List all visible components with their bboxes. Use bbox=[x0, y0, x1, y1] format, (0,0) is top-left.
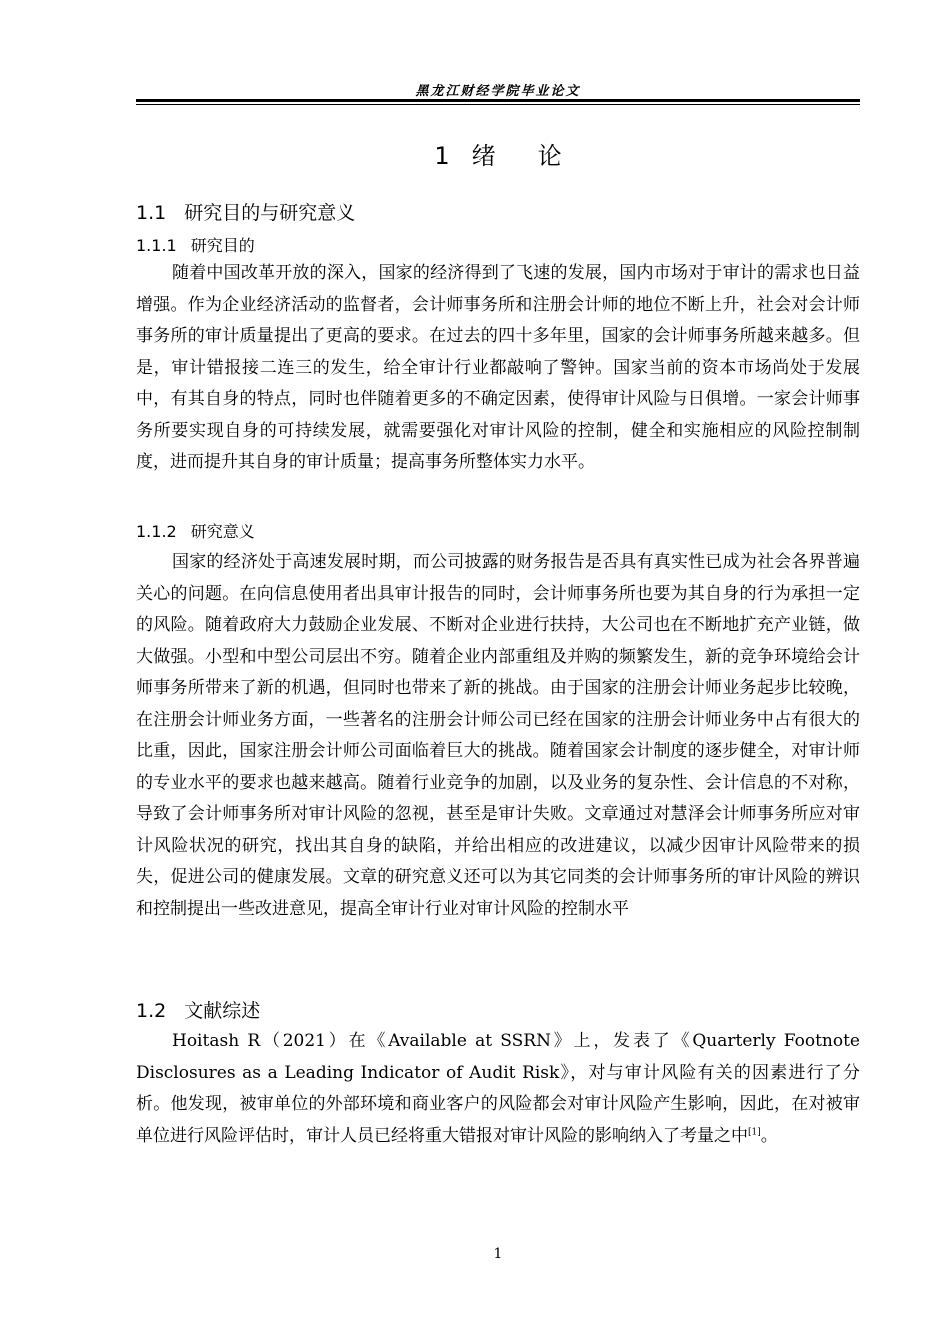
header-rule-thin bbox=[136, 104, 860, 105]
literature-review-text: Hoitash R（2021）在《Available at SSRN》上，发表了《Quarterly Footnote Disclosures as a Leading Indicator of Audit Risk》，对与审计风险有关的因素进行了分析。他发现，被审单位的外部环境和商业客户的风险都会对审计风险产生影响，因此，在对被审单位进行风险评估时，审计人员已经将重大错报对审计风险的影响纳入了考量之中 bbox=[136, 1031, 860, 1146]
literature-review-text-end: 。 bbox=[760, 1125, 778, 1146]
paragraph-literature-review bbox=[136, 1026, 860, 1152]
section-number: 1.1 bbox=[136, 202, 167, 224]
subsection-number: 1.1.2 bbox=[136, 522, 177, 541]
chapter-title-char-1: 绪 bbox=[471, 142, 496, 170]
subsection-number: 1.1.1 bbox=[136, 236, 177, 255]
section-heading-1-2 bbox=[136, 996, 260, 1023]
section-heading-1-1 bbox=[136, 198, 355, 225]
citation-marker: [1] bbox=[748, 1126, 761, 1137]
page-number: 1 bbox=[493, 1246, 503, 1262]
running-header: 黑龙江财经学院毕业论文 bbox=[415, 84, 581, 99]
chapter-title bbox=[136, 136, 860, 171]
section-title: 文献综述 bbox=[184, 1000, 261, 1022]
subsection-heading-1-1-2 bbox=[136, 519, 255, 542]
chapter-number: 1 bbox=[434, 142, 450, 170]
subsection-heading-1-1-1 bbox=[136, 233, 255, 256]
subsection-title: 研究目的 bbox=[190, 236, 255, 255]
chapter-title-char-2: 论 bbox=[537, 142, 562, 170]
subsection-title: 研究意义 bbox=[190, 522, 255, 541]
paragraph-research-purpose: 随着中国改革开放的深入，国家的经济得到了飞速的发展，国内市场对于审计的需求也日益增强。作为企业经济活动的监督者，会计师事务所和注册会计师的地位不断上升，社会对会计师事务所的审计质量提出了更高的要求。在过去的四十多年里，国家的会计师事务所越来越多。但是，审计错报接二连三的发生，给全审计行业都敲响了警钟。国家当前的资本市场尚处于发展中，有其自身的特点，同时也伴随着更多的不确定因素，使得审计风险与日俱增。一家会计师事务所要实现自身的可持续发展，就需要强化对审计风险的控制，健全和实施相应的风险控制制度，进而提升其自身的审计质量；提高事务所整体实力水平。 bbox=[136, 263, 860, 472]
section-title: 研究目的与研究意义 bbox=[184, 202, 356, 224]
section-number: 1.2 bbox=[136, 1000, 167, 1022]
paragraph-research-significance: 国家的经济处于高速发展时期，而公司披露的财务报告是否具有真实性已成为社会各界普遍关心的问题。在向信息使用者出具审计报告的同时，会计师事务所也要为其自身的行为承担一定的风险。随着政府大力鼓励企业发展、不断对企业进行扶持，大公司也在不断地扩充产业链，做大做强。小型和中型公司层出不穷。随着企业内部重组及并购的频繁发生，新的竞争环境给会计师事务所带来了新的机遇，但同时也带来了新的挑战。由于国家的注册会计师业务起步比较晚，在注册会计师业务方面，一些著名的注册会计师公司已经在国家的注册会计师业务中占有很大的比重，因此，国家注册会计师公司面临着巨大的挑战。随着国家会计制度的逐步健全，对审计师的专业水平的要求也越来越高。随着行业竞争的加剧，以及业务的复杂性、会计信息的不对称，导致了会计师事务所对审计风险的忽视，甚至是审计失败。文章通过对慧泽会计师事务所应对审计风险状况的研究，找出其自身的缺陷，并给出相应的改进建议，以减少因审计风险带来的损失，促进公司的健康发展。文章的研究意义还可以为其它同类的会计师事务所的审计风险的辨识和控制提出一些改进意见，提高全审计行业对审计风险的控制水平 bbox=[136, 552, 860, 919]
header-rule-thick bbox=[136, 99, 860, 102]
